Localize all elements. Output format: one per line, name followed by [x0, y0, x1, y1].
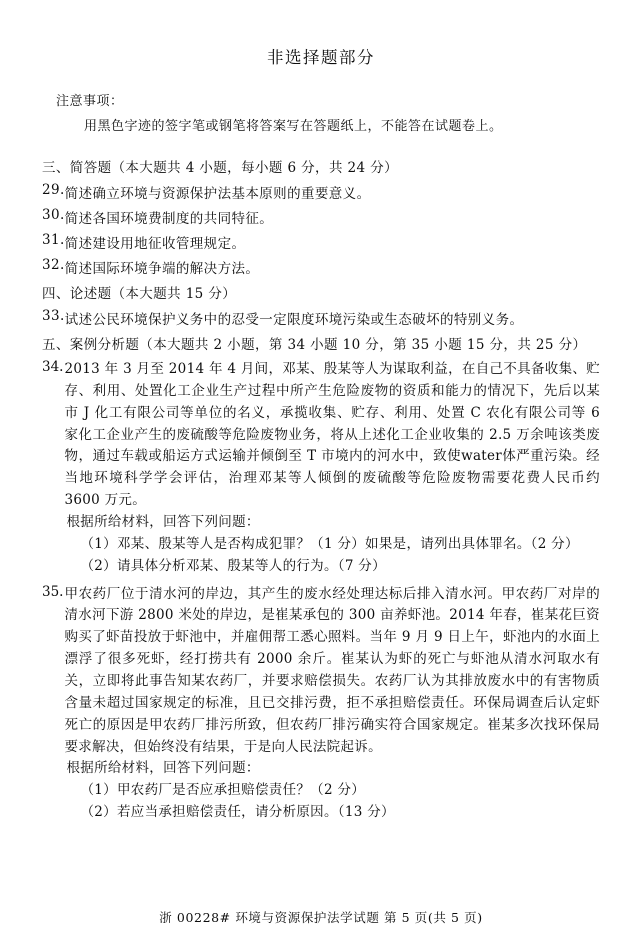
case-sub-question: （2）若应当承担赔偿责任，请分析原因。（13 分）	[80, 804, 395, 821]
case-sub-question: （1）邓某、殷某等人是否构成犯罪？（1 分）如果是，请列出具体罪名。（2 分）	[80, 535, 579, 552]
case-item	[42, 359, 600, 578]
question-number: 33.	[42, 308, 65, 324]
page-footer: 浙 00228# 环境与资源保护法学试题 第 5 页(共 5 页)	[159, 910, 483, 925]
question-number: 30.	[42, 207, 65, 223]
case-paragraph: 2013 年 3 月至 2014 年 4 月间，邓某、殷某等人为谋取利益，在自己不具备收集、贮存、利用、处置化工企业生产过程中所产生危险废物的资质和能力的情况下，先后以某市 J 化工有限公司等单位的名义，承揽收集、贮存、利用、处置 C 农化有限公司等 6 家化工企业产生的废硫酸等危险废物业务，将从上述化工企业收集的 2.5 万余吨该类废物，通过车载或船运方式运输并倾倒至 T 市境内的河水中，致使water体严重污染。经当地环境科学学会评估，治理邓某等人倾倒的废硫酸等危险废物需要花费人民币约 3600 万元。	[64, 361, 600, 509]
case-item	[42, 584, 600, 824]
question-text: 试述公民环境保护义务中的忍受一定限度环境污染或生态破坏的特别义务。	[64, 312, 524, 328]
section-heading-case-analysis: 五、案例分析题（本大题共 2 小题，第 34 小题 10 分，第 35 小题 15 分，共 25 分）	[42, 337, 587, 353]
case-paragraph: 甲农药厂位于清水河的岸边，其产生的废水经处理达标后排入清水河。甲农药厂对岸的清水河下游 2800 米处的岸边，是崔某承包的 300 亩养虾池。2014 年春，崔某花巨资购买了虾苗投放于虾池中，并雇佣帮工悉心照料。当年 9 月 9 日上午，虾池内的水面上漂浮了很多死虾，经打捞共有 2000 余斤。崔某认为虾的死亡与虾池从清水河取水有关，立即将此事告知某农药厂，并要求赔偿损失。农药厂认为其排放废水中的有害物质含量未超过国家规定的标准，且已交排污费，拒不承担赔偿责任。环保局调查后认定虾死亡的原因是甲农药厂排污所致，但农药厂排污确实符合国家规定。崔某多次找环保局要求解决，但始终没有结果，于是向人民法院起诉。	[64, 585, 600, 755]
question-text: 简述确立环境与资源保护法基本原则的重要意义。	[64, 186, 371, 202]
page-title: 非选择题部分	[267, 48, 375, 67]
question-item	[42, 207, 600, 227]
question-number: 32.	[42, 257, 65, 273]
notice-label: 注意事项：	[56, 94, 124, 109]
question-number: 29.	[42, 182, 65, 198]
question-text: 简述建设用地征收管理规定。	[64, 236, 246, 252]
case-number: 35.	[42, 583, 64, 600]
question-item	[42, 182, 600, 202]
question-text: 简述国际环境争端的解决方法。	[64, 261, 260, 277]
case-number: 34.	[42, 359, 64, 375]
question-item	[42, 232, 600, 252]
section-heading-short-answer: 三、简答题（本大题共 4 小题，每小题 6 分，共 24 分）	[42, 160, 399, 176]
case-sub-question: （2）请具体分析邓某、殷某等人的行为。（7 分）	[80, 557, 386, 574]
question-number: 31.	[42, 232, 65, 248]
case-content	[64, 584, 600, 824]
question-text: 简述各国环境费制度的共同特征。	[64, 211, 274, 227]
notice-text: 用黑色字迹的签字笔或钢笔将答案写在答题纸上，不能答在试题卷上。	[84, 119, 503, 134]
case-prompt: 根据所给材料，回答下列问题：	[66, 514, 260, 531]
case-content	[64, 359, 600, 578]
question-item	[42, 308, 600, 328]
question-item	[42, 257, 600, 277]
section-heading-essay: 四、论述题（本大题共 15 分）	[42, 286, 237, 302]
case-prompt: 根据所给材料，回答下列问题：	[66, 760, 260, 777]
case-sub-question: （1）甲农药厂是否应承担赔偿责任？（2 分）	[80, 782, 366, 799]
